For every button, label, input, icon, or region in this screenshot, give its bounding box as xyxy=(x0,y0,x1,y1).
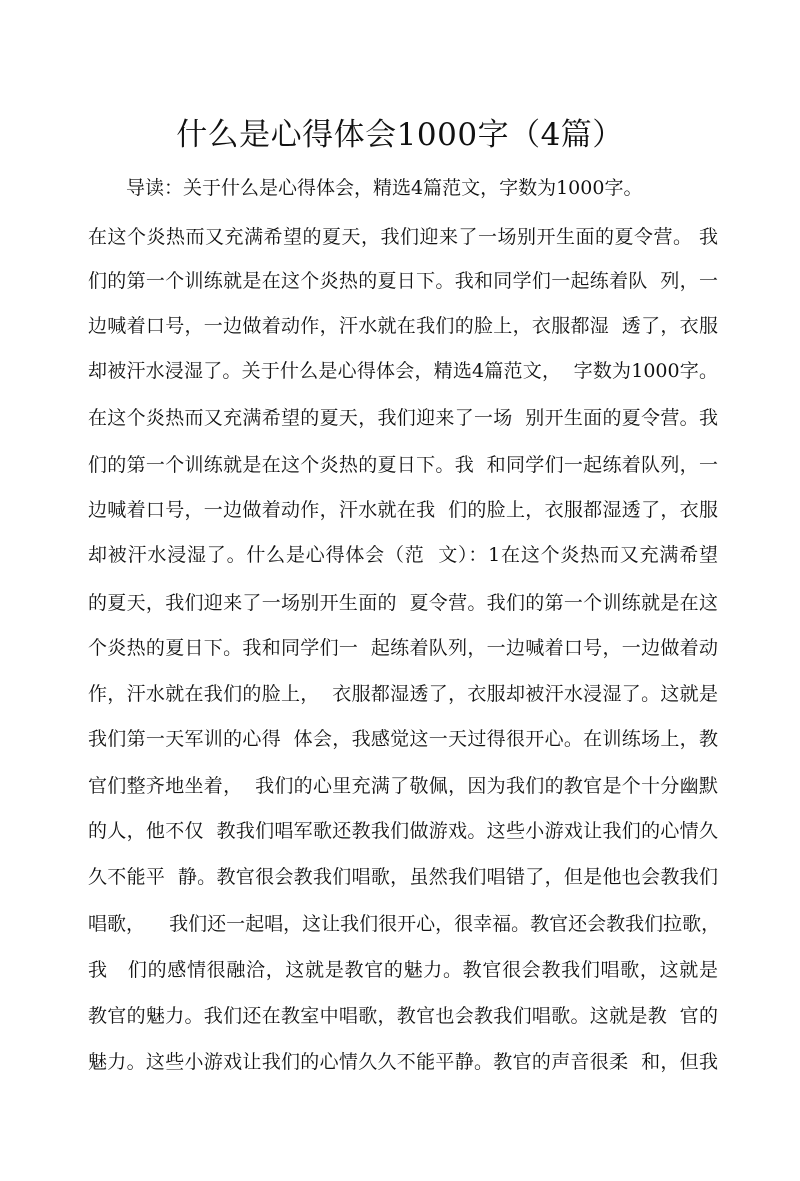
body-line: 久不能平 静。教官很会教我们唱歌，虽然我们唱错了，但是他也会教我们 xyxy=(88,866,718,888)
body-line: 却被汗水浸湿了。关于什么是心得体会，精选4篇范文， 字数为1000字。 xyxy=(88,360,718,382)
body-line: 们的第一个训练就是在这个炎热的夏日下。我 和同学们一起练着队列，一 xyxy=(88,454,718,476)
document-intro: 导读：关于什么是心得体会，精选4篇范文，字数为1000字。 xyxy=(126,177,643,199)
body-line: 我 们的感情很融洽，这就是教官的魅力。教官很会教我们唱歌，这就是 xyxy=(88,959,718,981)
body-line: 在这个炎热而又充满希望的夏天，我们迎来了一场别开生面的夏令营。 我 xyxy=(88,226,718,248)
body-line: 个炎热的夏日下。我和同学们一 起练着队列，一边喊着口号，一边做着动 xyxy=(88,637,718,659)
body-line: 边喊着口号，一边做着动作，汗水就在我 们的脸上，衣服都湿透了，衣服 xyxy=(88,499,718,521)
document-title: 什么是心得体会1000字（4篇） xyxy=(176,116,624,153)
body-line: 的人，他不仅 教我们唱军歌还教我们做游戏。这些小游戏让我们的心情久 xyxy=(88,820,718,842)
body-line: 边喊着口号，一边做着动作，汗水就在我们的脸上，衣服都湿 透了，衣服 xyxy=(88,315,718,337)
body-line: 作，汗水就在我们的脸上， 衣服都湿透了，衣服却被汗水浸湿了。这就是 xyxy=(88,683,718,705)
body-line: 我们第一天军训的心得 体会，我感觉这一天过得很开心。在训练场上，教 xyxy=(88,728,718,750)
body-line: 官们整齐地坐着， 我们的心里充满了敬佩，因为我们的教官是个十分幽默 xyxy=(88,775,718,797)
body-line: 唱歌， 我们还一起唱，这让我们很开心，很幸福。教官还会教我们拉歌， xyxy=(88,913,721,935)
body-line: 的夏天，我们迎来了一场别开生面的 夏令营。我们的第一个训练就是在这 xyxy=(88,592,718,614)
body-line: 魅力。这些小游戏让我们的心情久久不能平静。教官的声音很柔 和，但我 xyxy=(88,1051,718,1073)
body-line: 在这个炎热而又充满希望的夏天，我们迎来了一场 别开生面的夏令营。我 xyxy=(88,407,718,429)
body-line: 却被汗水浸湿了。什么是心得体会（范 文）：1在这个炎热而又充满希望 xyxy=(88,544,718,566)
body-line: 们的第一个训练就是在这个炎热的夏日下。我和同学们一起练着队 列，一 xyxy=(88,270,718,292)
body-line: 教官的魅力。我们还在教室中唱歌，教官也会教我们唱歌。这就是教 官的 xyxy=(88,1005,718,1027)
